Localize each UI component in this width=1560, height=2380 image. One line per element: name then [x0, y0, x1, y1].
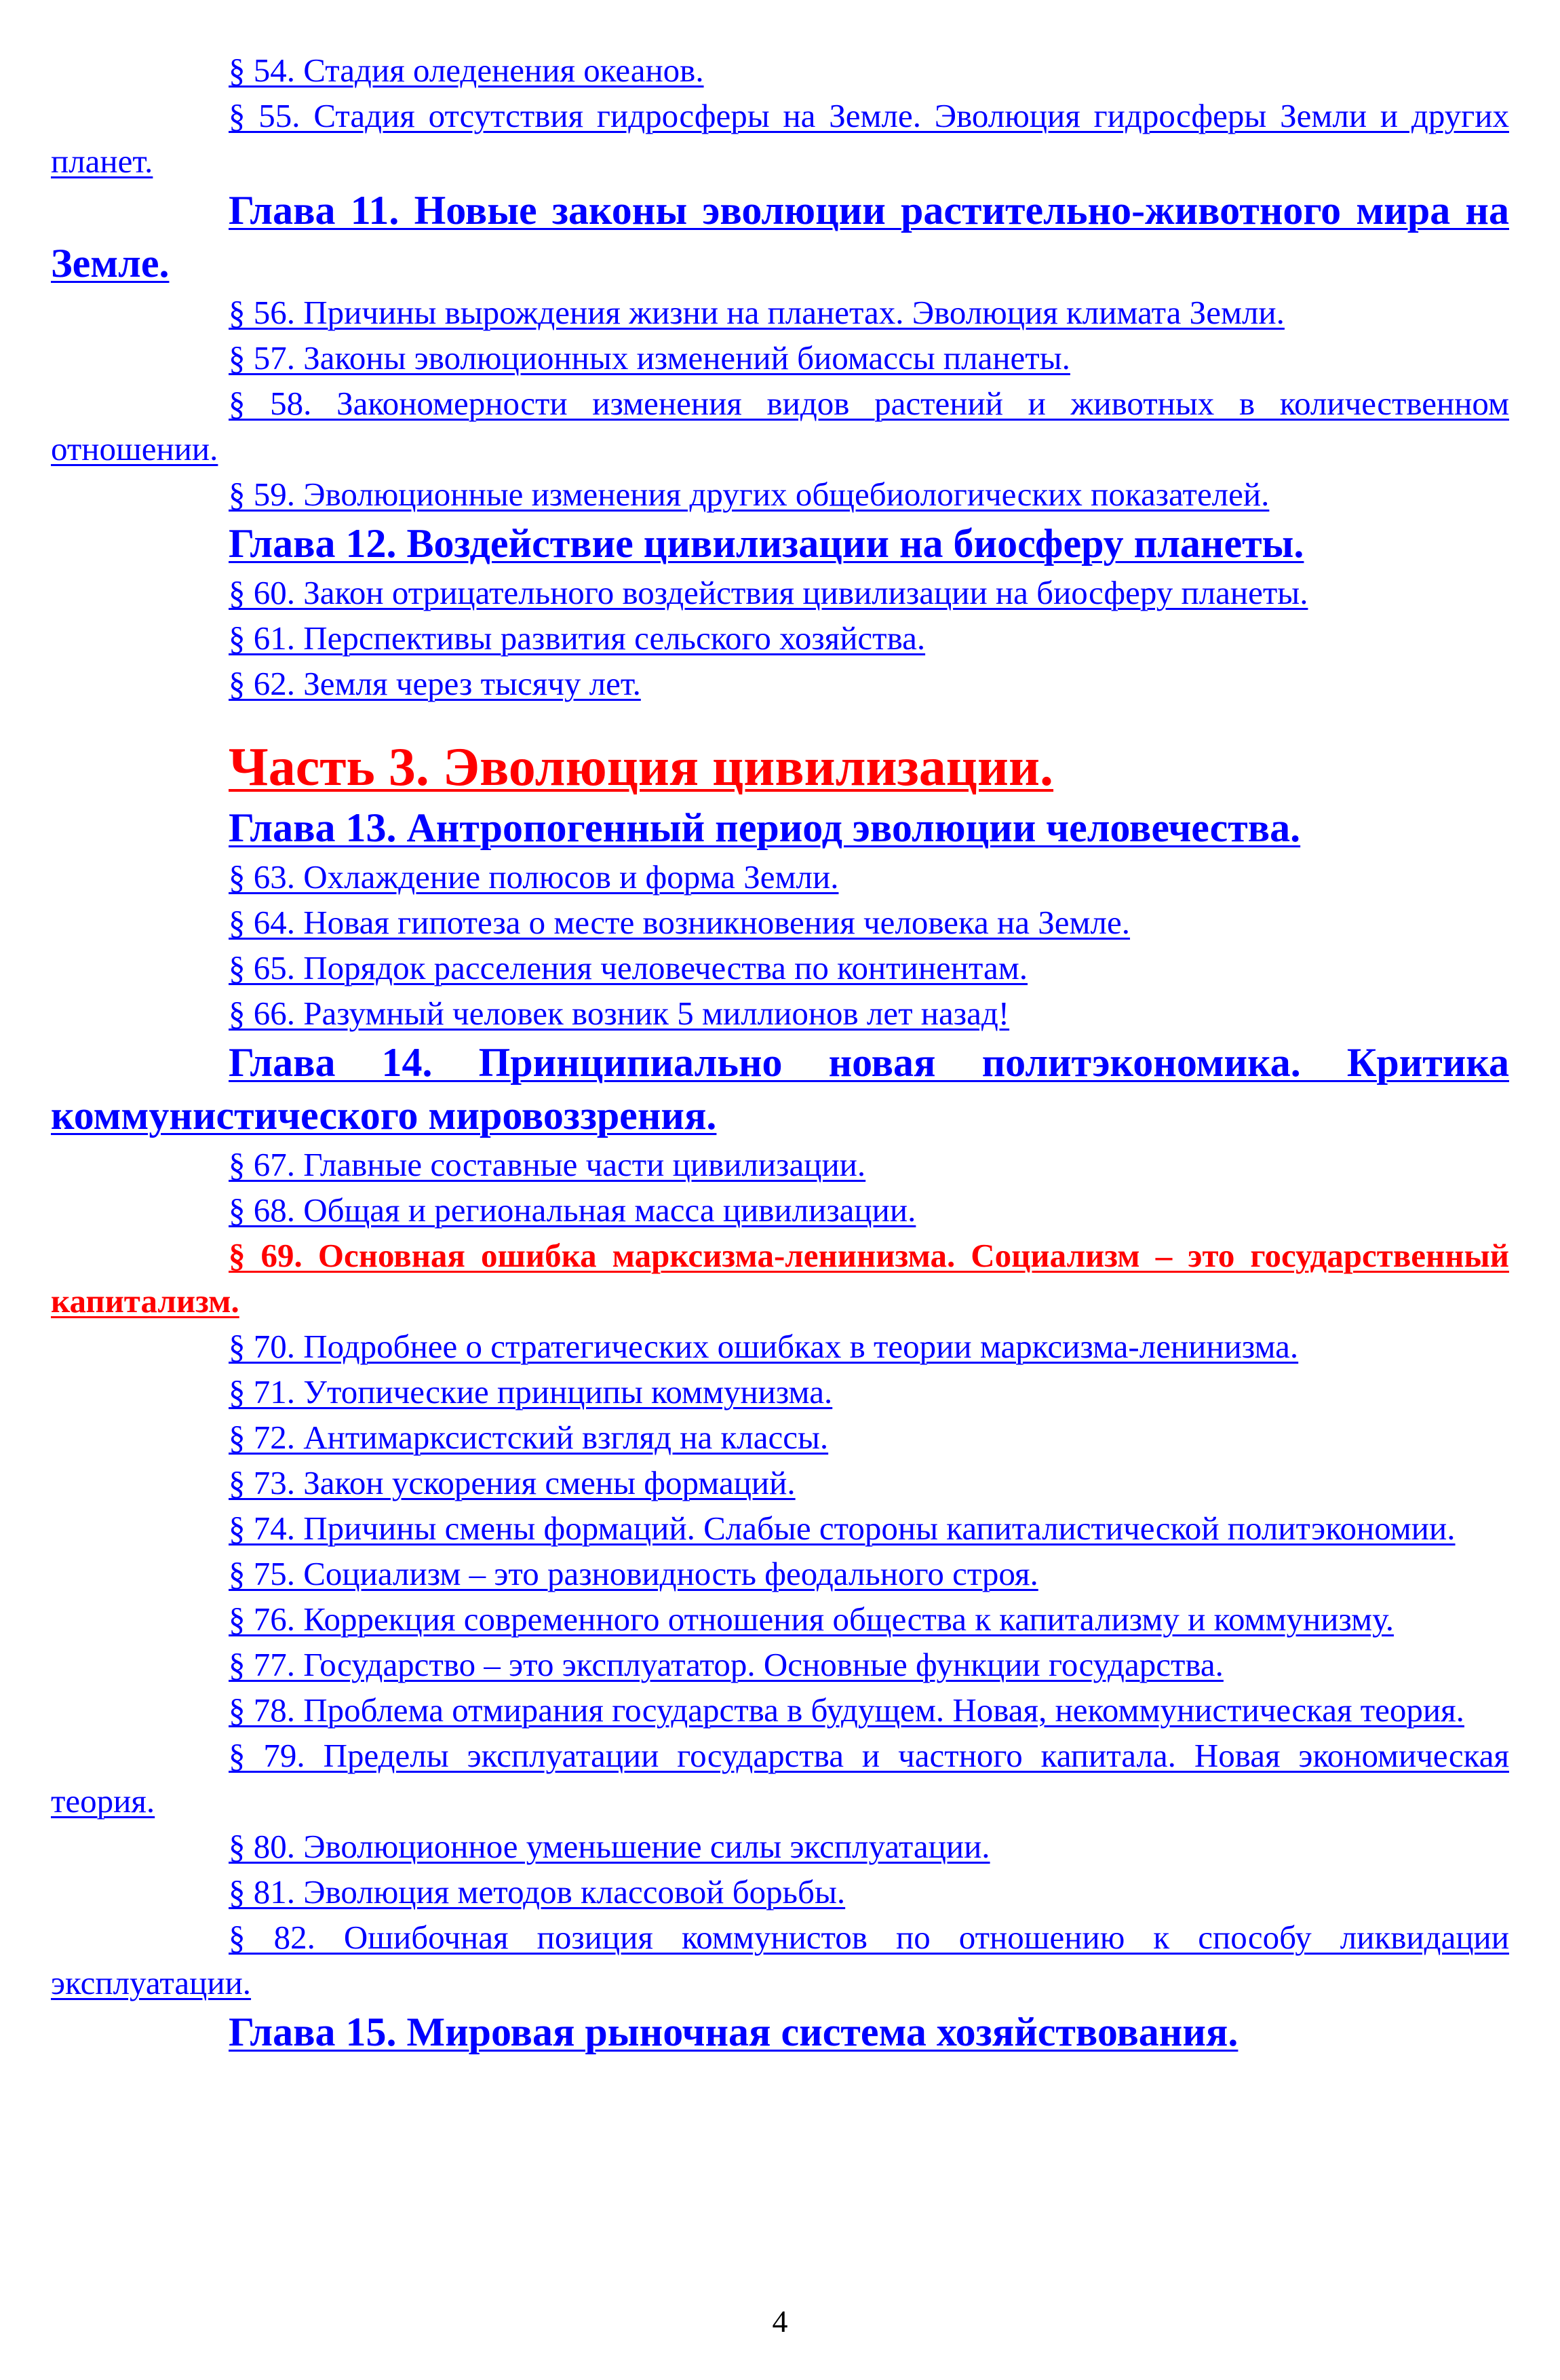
toc-entry-63[interactable]	[51, 854, 1509, 900]
toc-entry-71[interactable]	[51, 1369, 1509, 1415]
toc-link-55[interactable]: § 55. Стадия отсутствия гидросферы на Земле. Эволюция гидросферы Земли и других планет.	[51, 97, 1509, 180]
toc-entry-54[interactable]	[51, 47, 1509, 93]
toc-part-3[interactable]	[51, 733, 1509, 801]
toc-link-71[interactable]: § 71. Утопические принципы коммунизма.	[229, 1373, 833, 1410]
toc-link-63[interactable]: § 63. Охлаждение полюсов и форма Земли.	[229, 858, 839, 896]
toc-entry-67[interactable]	[51, 1142, 1509, 1187]
toc-entry-58[interactable]	[51, 381, 1509, 472]
toc-link-76[interactable]: § 76. Коррекция современного отношения общества к капитализму и коммунизму.	[229, 1600, 1395, 1638]
toc-entry-62[interactable]	[51, 661, 1509, 706]
toc-link-78[interactable]: § 78. Проблема отмирания государства в будущем. Новая, некоммунистическая теория.	[229, 1691, 1464, 1729]
toc-entry-73[interactable]	[51, 1460, 1509, 1505]
toc-chapter-11[interactable]	[51, 184, 1509, 290]
page-number: 4	[772, 2304, 788, 2339]
toc-entry-74[interactable]	[51, 1505, 1509, 1551]
toc-entry-77[interactable]	[51, 1642, 1509, 1687]
toc-entry-64[interactable]	[51, 900, 1509, 945]
toc-link-68[interactable]: § 68. Общая и региональная масса цивилизации.	[229, 1191, 916, 1229]
toc-entry-61[interactable]	[51, 615, 1509, 661]
toc-link-69[interactable]: § 69. Основная ошибка марксизма-ленинизма. Социализм – это государственный капитализм.	[51, 1237, 1509, 1320]
toc-entry-79[interactable]	[51, 1733, 1509, 1824]
toc-link-80[interactable]: § 80. Эволюционное уменьшение силы эксплуатации.	[229, 1828, 990, 1865]
toc-link-74[interactable]: § 74. Причины смены формаций. Слабые стороны капиталистической политэкономии.	[229, 1510, 1456, 1547]
toc-link-67[interactable]: § 67. Главные составные части цивилизации.	[229, 1146, 866, 1183]
toc-chapter-link-15[interactable]: Глава 15. Мировая рыночная система хозяйствования.	[229, 2010, 1239, 2054]
toc-entry-69[interactable]	[51, 1233, 1509, 1324]
toc-chapter-link-11[interactable]: Глава 11. Новые законы эволюции растительно-животного мира на Земле.	[51, 188, 1509, 286]
toc-link-82[interactable]: § 82. Ошибочная позиция коммунистов по отношению к способу ликвидации эксплуатации.	[51, 1919, 1509, 2001]
toc-chapter-12[interactable]	[51, 517, 1509, 570]
toc-link-57[interactable]: § 57. Законы эволюционных изменений биомассы планеты.	[229, 339, 1070, 377]
toc-chapter-15[interactable]	[51, 2005, 1509, 2058]
toc-link-54[interactable]: § 54. Стадия оледенения океанов.	[229, 52, 704, 89]
toc-entry-66[interactable]	[51, 991, 1509, 1036]
toc-chapter-link-13[interactable]: Глава 13. Антропогенный период эволюции человечества.	[229, 805, 1301, 850]
toc-link-56[interactable]: § 56. Причины вырождения жизни на планетах. Эволюция климата Земли.	[229, 294, 1285, 331]
toc-link-75[interactable]: § 75. Социализм – это разновидность феодального строя.	[229, 1555, 1038, 1592]
toc-entry-70[interactable]	[51, 1324, 1509, 1369]
toc-entry-68[interactable]	[51, 1187, 1509, 1233]
toc-entry-59[interactable]	[51, 472, 1509, 517]
toc-entry-60[interactable]	[51, 570, 1509, 615]
toc-entry-55[interactable]	[51, 93, 1509, 184]
toc-chapter-link-12[interactable]: Глава 12. Воздействие цивилизации на биосферу планеты.	[229, 521, 1304, 566]
toc-entry-82[interactable]	[51, 1915, 1509, 2005]
toc-entry-65[interactable]	[51, 945, 1509, 991]
toc-part-link-3[interactable]: Часть 3. Эволюция цивилизации.	[229, 737, 1054, 797]
toc-link-62[interactable]: § 62. Земля через тысячу лет.	[229, 665, 641, 702]
toc-link-70[interactable]: § 70. Подробнее о стратегических ошибках в теории марксизма-ленинизма.	[229, 1328, 1299, 1365]
toc-link-60[interactable]: § 60. Закон отрицательного воздействия цивилизации на биосферу планеты.	[229, 574, 1308, 611]
toc-chapter-13[interactable]	[51, 801, 1509, 854]
toc-entry-76[interactable]	[51, 1596, 1509, 1642]
toc-entry-56[interactable]	[51, 290, 1509, 335]
toc-entry-80[interactable]	[51, 1824, 1509, 1869]
toc-link-61[interactable]: § 61. Перспективы развития сельского хозяйства.	[229, 619, 926, 657]
toc-chapter-14[interactable]	[51, 1036, 1509, 1142]
toc-link-65[interactable]: § 65. Порядок расселения человечества по континентам.	[229, 949, 1028, 986]
toc-link-59[interactable]: § 59. Эволюционные изменения других общебиологических показателей.	[229, 476, 1270, 513]
toc-link-77[interactable]: § 77. Государство – это эксплуататор. Основные функции государства.	[229, 1646, 1224, 1683]
toc-link-79[interactable]: § 79. Пределы эксплуатации государства и частного капитала. Новая экономическая теория.	[51, 1737, 1509, 1820]
toc-link-72[interactable]: § 72. Антимарксистский взгляд на классы.	[229, 1419, 829, 1456]
toc-entry-72[interactable]	[51, 1415, 1509, 1460]
toc-link-81[interactable]: § 81. Эволюция методов классовой борьбы.	[229, 1873, 846, 1911]
toc-entry-81[interactable]	[51, 1869, 1509, 1915]
toc-entry-75[interactable]	[51, 1551, 1509, 1596]
toc-link-64[interactable]: § 64. Новая гипотеза о месте возникновения человека на Земле.	[229, 904, 1131, 941]
toc-link-73[interactable]: § 73. Закон ускорения смены формаций.	[229, 1464, 796, 1501]
table-of-contents	[51, 47, 1509, 2058]
toc-link-58[interactable]: § 58. Закономерности изменения видов растений и животных в количественном отношении.	[51, 385, 1509, 467]
toc-link-66[interactable]: § 66. Разумный человек возник 5 миллионов лет назад!	[229, 995, 1010, 1032]
toc-entry-57[interactable]	[51, 335, 1509, 381]
toc-entry-78[interactable]	[51, 1687, 1509, 1733]
toc-chapter-link-14[interactable]: Глава 14. Принципиально новая политэкономика. Критика коммунистического мировоззрения.	[51, 1040, 1509, 1138]
